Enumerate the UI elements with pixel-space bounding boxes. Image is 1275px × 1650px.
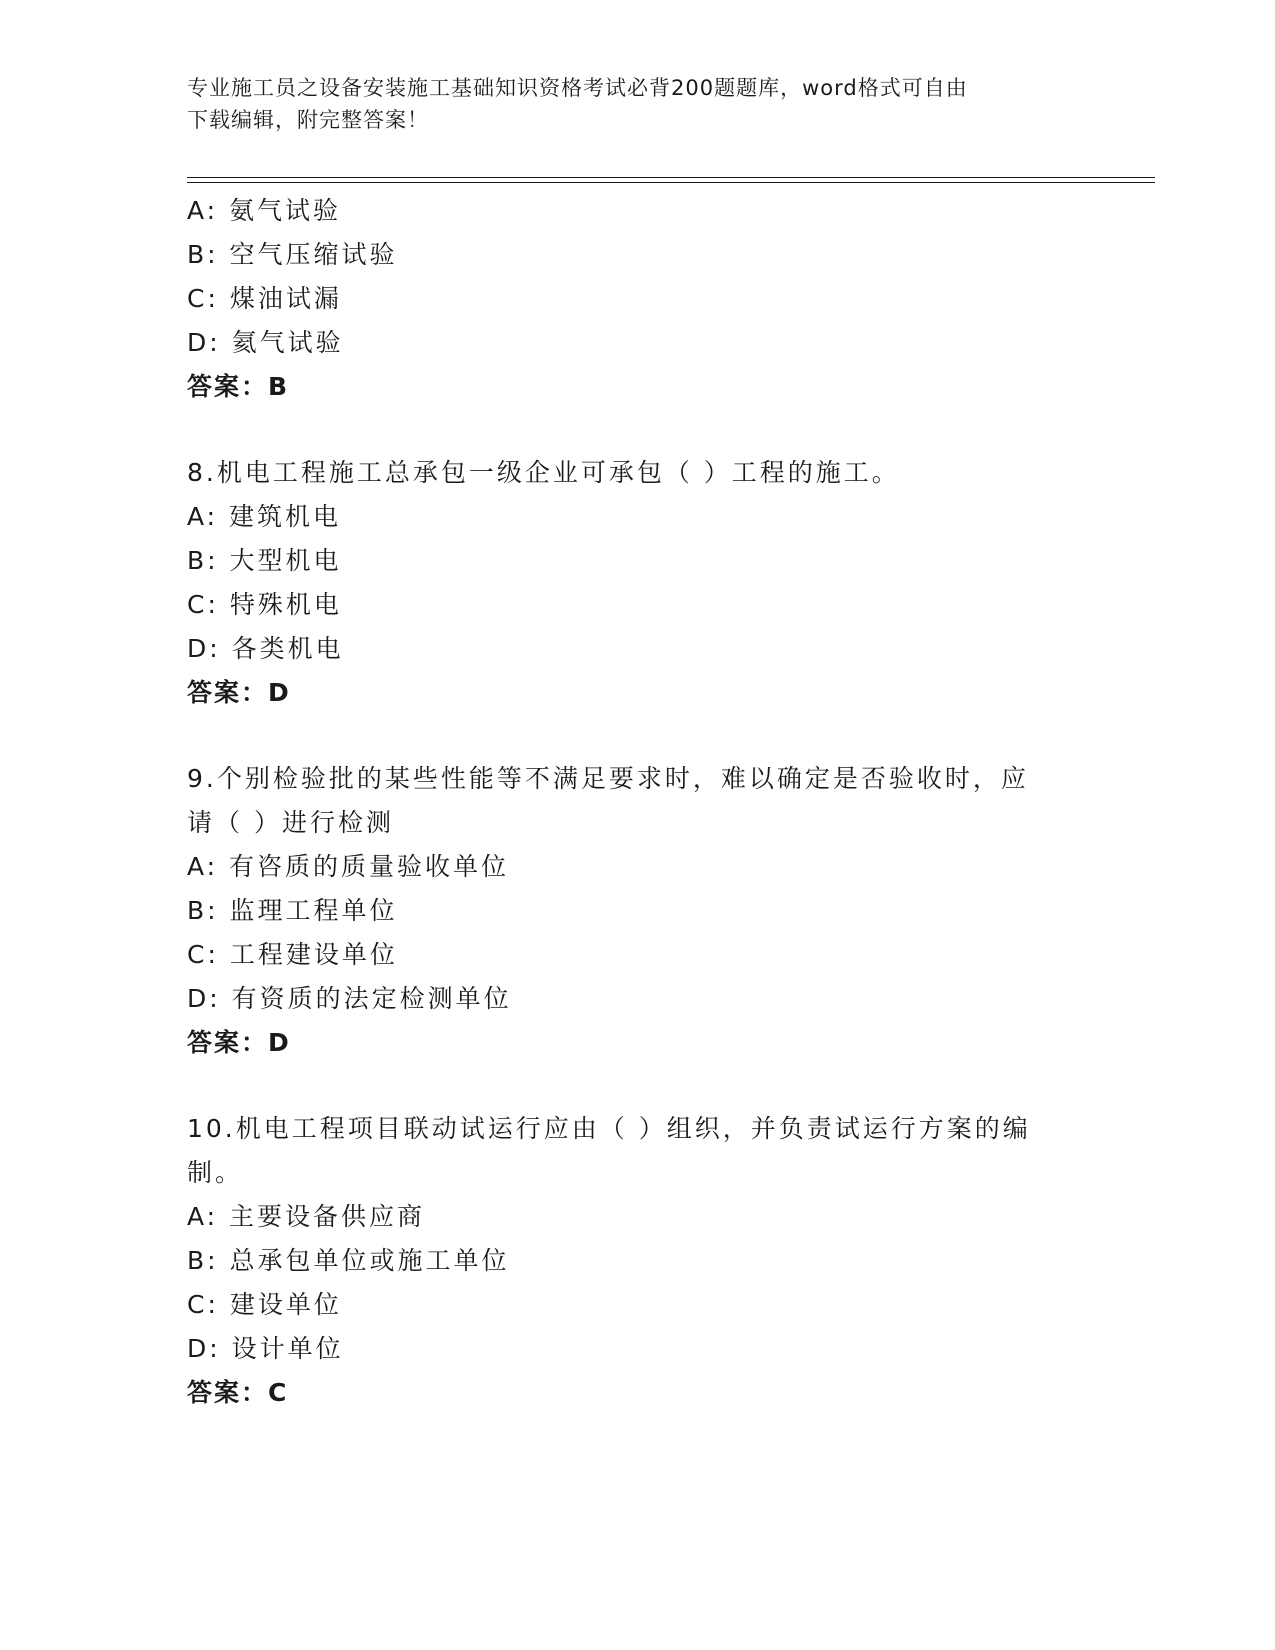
option-d: D: 设计单位 (187, 1334, 344, 1363)
option-c: C: 煤油试漏 (187, 284, 342, 313)
option-a: A: 氨气试验 (187, 196, 342, 225)
option-a: A: 主要设备供应商 (187, 1202, 426, 1231)
option-b: B: 大型机电 (187, 546, 342, 575)
document-header-line-1: 专业施工员之设备安装施工基础知识资格考试必背200题题库，word格式可自由 (187, 76, 968, 100)
option-a: A: 建筑机电 (187, 502, 342, 531)
option-d: D: 氦气试验 (187, 328, 344, 357)
option-b: B: 空气压缩试验 (187, 240, 398, 269)
option-c: C: 特殊机电 (187, 590, 342, 619)
option-b: B: 总承包单位或施工单位 (187, 1246, 510, 1275)
answer: 答案：C (187, 1378, 289, 1407)
question-stem: 10.机电工程项目联动试运行应由（ ）组织，并负责试运行方案的编 (187, 1114, 1031, 1143)
answer: 答案：D (187, 678, 291, 707)
question-stem: 9.个别检验批的某些性能等不满足要求时，难以确定是否验收时，应 (187, 764, 1029, 793)
option-a: A: 有咨质的质量验收单位 (187, 852, 510, 881)
document-header-line-2: 下载编辑，附完整答案！ (187, 108, 429, 132)
question-stem-continued: 制。 (187, 1158, 244, 1187)
question-stem-continued: 请（ ）进行检测 (187, 808, 394, 837)
option-d: D: 有资质的法定检测单位 (187, 984, 512, 1013)
header-divider-top (187, 177, 1155, 178)
answer: 答案：D (187, 1028, 291, 1057)
option-d: D: 各类机电 (187, 634, 344, 663)
header-divider-bottom (187, 182, 1155, 183)
option-c: C: 工程建设单位 (187, 940, 398, 969)
option-c: C: 建设单位 (187, 1290, 342, 1319)
option-b: B: 监理工程单位 (187, 896, 398, 925)
question-stem: 8.机电工程施工总承包一级企业可承包（ ）工程的施工。 (187, 458, 900, 487)
answer: 答案：B (187, 372, 290, 401)
